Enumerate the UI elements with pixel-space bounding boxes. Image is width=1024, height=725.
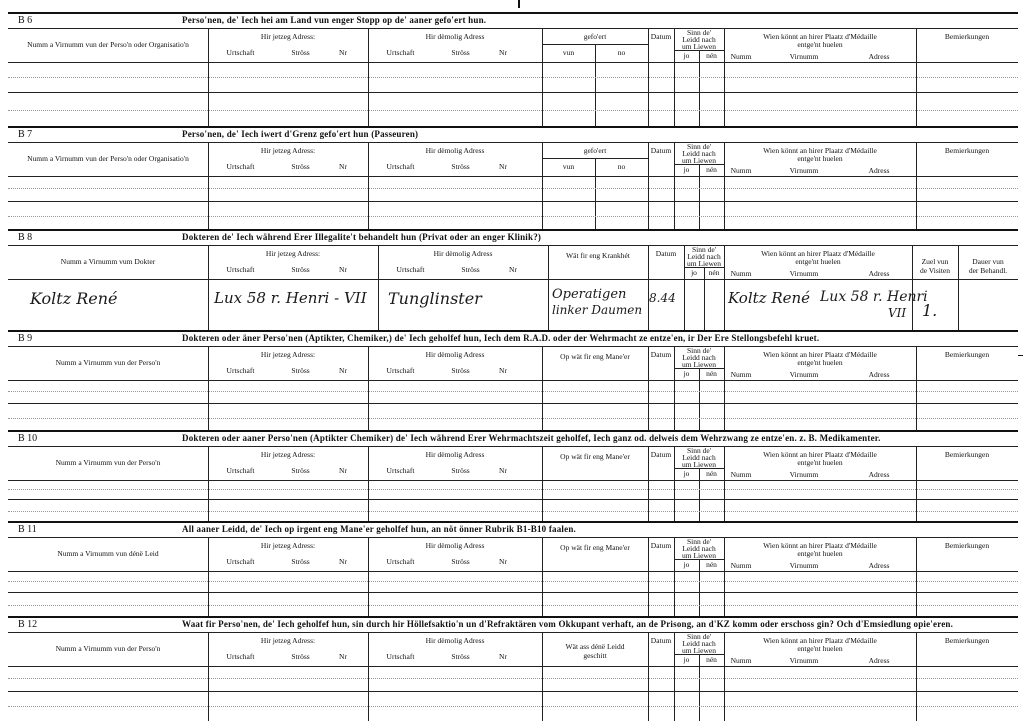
- alive-header-line1: Sinn de': [686, 446, 712, 455]
- side-registration-mark: [1018, 355, 1023, 356]
- handwritten-illness-line1: Operatigen: [552, 287, 627, 302]
- section-b6: [8, 12, 1018, 128]
- column-divider: [699, 559, 700, 618]
- date-header: Datum: [655, 249, 677, 258]
- dotted-guide: [8, 418, 1018, 419]
- alive-header-line3: um Liewen: [682, 460, 716, 469]
- medal-firstname-header: Virnumm: [789, 166, 819, 175]
- street-header: Ströss: [291, 48, 310, 57]
- fate-header-line2: geschitt: [583, 651, 607, 660]
- no-header: nén: [706, 469, 717, 478]
- medal-name-header: Numm: [730, 656, 752, 665]
- medal-address-header: Adress: [868, 52, 890, 61]
- handwritten-doctor-name: Koltz René: [30, 289, 118, 308]
- current-address-header: Hir jetzeg Adress:: [260, 146, 316, 155]
- number-header: Nr: [339, 466, 347, 475]
- locality-header: Urtschaft: [386, 466, 415, 475]
- medal-header-line1: Wien könnt an hirer Plaatz d'Médaille: [763, 32, 877, 41]
- locality-header: Urtschaft: [226, 652, 255, 661]
- column-divider: [648, 245, 649, 332]
- medal-name-header: Numm: [730, 470, 752, 479]
- header-bottom-rule: [8, 571, 1018, 572]
- body-row-rule: [8, 499, 1018, 500]
- medal-address-header: Adress: [868, 470, 890, 479]
- number-header: Nr: [339, 557, 347, 566]
- column-divider: [368, 142, 369, 231]
- section-header: [8, 432, 1018, 446]
- section-code: B 10: [18, 433, 38, 444]
- section-title: Dokteren oder aaner Perso'nen (Aptikter Chemiker) de' Iech während Erer Wehrmachtszeit geholfef, Iech ganz od. delweis dem Wehrzwang ze entze'en. z. B. Medikamenter.: [182, 433, 881, 443]
- former-address-header: Hir dèmolig Adress: [425, 146, 485, 155]
- header-bottom-rule: [8, 62, 1018, 63]
- alive-header-line1: Sinn de': [686, 142, 712, 151]
- column-divider: [595, 44, 596, 128]
- former-address-header: Hir dèmolig Adress: [425, 541, 485, 550]
- alive-header-line3: um Liewen: [682, 646, 716, 655]
- section-b12: [8, 616, 1018, 721]
- section-title: Perso'nen, de' Iech iwert d'Grenz gefo'ert hun (Passeuren): [182, 129, 419, 139]
- number-header: Nr: [509, 265, 517, 274]
- medal-address-header: Adress: [868, 370, 890, 379]
- column-divider: [704, 267, 705, 332]
- header-top-rule: [8, 632, 1018, 633]
- sub-header-rule: [674, 654, 724, 655]
- column-divider: [916, 632, 917, 721]
- section-code: B 12: [18, 619, 38, 630]
- medal-firstname-header: Virnumm: [789, 470, 819, 479]
- dotted-guide: [8, 581, 1018, 582]
- street-header: Ströss: [451, 466, 470, 475]
- no-header: nén: [706, 655, 717, 664]
- current-address-header: Hir jetzeg Adress:: [260, 541, 316, 550]
- body-row-rule: [8, 92, 1018, 93]
- number-header: Nr: [499, 48, 507, 57]
- medal-header-line1: Wien könnt an hirer Plaatz d'Médaille: [761, 249, 875, 258]
- former-address-header: Hir dèmolig Adress: [425, 636, 485, 645]
- alive-header-line3: um Liewen: [682, 551, 716, 560]
- yes-header: jo: [683, 655, 690, 664]
- medal-header-line1: Wien könnt an hirer Plaatz d'Médaille: [763, 636, 877, 645]
- date-header: Datum: [650, 146, 672, 155]
- handwritten-visits: 1.: [922, 301, 938, 320]
- handwritten-medal-address: Lux 58 r. Henri: [820, 289, 928, 305]
- dotted-guide: [8, 511, 1018, 512]
- dotted-guide: [8, 605, 1018, 606]
- no-header: nén: [706, 51, 717, 60]
- street-header: Ströss: [451, 48, 470, 57]
- section-code: B 11: [18, 524, 37, 535]
- section-header: [8, 332, 1018, 346]
- dotted-guide: [8, 110, 1018, 111]
- alive-header-line1: Sinn de': [686, 632, 712, 641]
- dotted-guide: [8, 706, 1018, 707]
- no-header: nén: [706, 369, 717, 378]
- medal-name-header: Numm: [730, 166, 752, 175]
- column-divider: [378, 245, 379, 332]
- header-top-rule: [8, 537, 1018, 538]
- section-header: [8, 618, 1018, 632]
- medal-header-line2: entge'nt huelen: [797, 549, 843, 558]
- medal-header-line1: Wien könnt an hirer Plaatz d'Médaille: [763, 450, 877, 459]
- manner-header: Op wät fir eng Mane'er: [560, 352, 630, 361]
- section-b11: [8, 521, 1018, 618]
- medal-address-header: Adress: [868, 561, 890, 570]
- medal-header-line1: Wien könnt an hirer Plaatz d'Médaille: [763, 146, 877, 155]
- no-header: nén: [706, 165, 717, 174]
- yes-header: jo: [683, 369, 690, 378]
- section-b9: [8, 330, 1018, 432]
- header-bottom-rule: [8, 480, 1018, 481]
- medal-address-header: Adress: [868, 166, 890, 175]
- header-top-rule: [8, 346, 1018, 347]
- former-address-header: Hir dèmolig Adress: [425, 450, 485, 459]
- column-divider: [208, 142, 209, 231]
- medal-header-line1: Wien könnt an hirer Plaatz d'Médaille: [763, 350, 877, 359]
- number-header: Nr: [499, 466, 507, 475]
- column-divider: [916, 28, 917, 128]
- yes-header: jo: [683, 51, 690, 60]
- column-divider: [208, 28, 209, 128]
- alive-header-line3: um Liewen: [687, 259, 721, 268]
- alive-header-line2: Leidd nach: [682, 453, 716, 462]
- dotted-guide: [8, 391, 1018, 392]
- medal-firstname-header: Virnumm: [789, 370, 819, 379]
- section-header: [8, 231, 1018, 245]
- visits-header-line2: de Visiten: [919, 266, 951, 275]
- sub-header-rule: [674, 50, 724, 51]
- body-row-rule: [8, 592, 1018, 593]
- name-column-header: Numm a Virnumm vun der Perso'n oder Organisatio'n: [27, 40, 189, 49]
- handwritten-former-address: Tunglinster: [388, 289, 482, 308]
- former-address-header: Hir dèmolig Adress: [425, 350, 485, 359]
- medal-header-line2: entge'nt huelen: [797, 458, 843, 467]
- number-header: Nr: [499, 557, 507, 566]
- from-header: vun: [562, 48, 575, 57]
- medal-firstname-header: Virnumm: [789, 656, 819, 665]
- locality-header: Urtschaft: [396, 265, 425, 274]
- yes-header: jo: [691, 268, 697, 277]
- column-divider: [208, 245, 209, 332]
- current-address-header: Hir jetzeg Adress:: [260, 32, 316, 41]
- alive-header-line1: Sinn de': [686, 28, 712, 37]
- handwritten-date: 8.44: [649, 291, 676, 305]
- column-divider: [542, 142, 543, 231]
- number-header: Nr: [499, 366, 507, 375]
- medal-address-header: Adress: [868, 269, 890, 278]
- alive-header-line2: Leidd nach: [682, 544, 716, 553]
- medal-name-header: Numm: [730, 269, 752, 278]
- locality-header: Urtschaft: [386, 366, 415, 375]
- section-title: Perso'nen, de' Iech hei am Land vun enger Stopp op de' aaner gefo'ert hun.: [182, 15, 487, 25]
- column-divider: [699, 468, 700, 523]
- current-address-header: Hir jetzeg Adress:: [260, 350, 316, 359]
- date-header: Datum: [650, 350, 672, 359]
- manner-header: Op wät fir eng Mane'er: [560, 543, 630, 552]
- column-divider: [368, 632, 369, 721]
- remarks-header: Bemierkungen: [944, 541, 990, 550]
- handwritten-medal-name: Koltz René: [728, 289, 811, 307]
- name-column-header: Numm a Virnumm vun der Perso'n: [55, 358, 161, 367]
- name-column-header: Numm a Virnumm vun der Perso'n: [55, 644, 161, 653]
- manner-header: Op wät fir eng Mane'er: [560, 452, 630, 461]
- number-header: Nr: [339, 48, 347, 57]
- date-header: Datum: [650, 541, 672, 550]
- section-code: B 7: [18, 129, 33, 140]
- alive-header-line2: Leidd nach: [682, 353, 716, 362]
- top-registration-mark: [518, 0, 520, 8]
- column-divider: [542, 28, 543, 128]
- name-column-header: Numm a Virnumm vun dénë Leid: [57, 549, 159, 558]
- dotted-guide: [8, 678, 1018, 679]
- street-header: Ströss: [451, 162, 470, 171]
- section-code: B 9: [18, 333, 33, 344]
- section-b7: [8, 126, 1018, 231]
- handwritten-current-address: Lux 58 r. Henri - VII: [214, 289, 367, 307]
- transported-header: gefo'ert: [583, 146, 607, 155]
- header-bottom-rule: [8, 666, 1018, 667]
- sub-header-rule: [674, 559, 724, 560]
- number-header: Nr: [339, 265, 347, 274]
- alive-header-line2: Leidd nach: [687, 252, 721, 261]
- section-header: [8, 523, 1018, 537]
- column-divider: [699, 164, 700, 231]
- medal-address-header: Adress: [868, 656, 890, 665]
- sub-header-rule: [542, 44, 648, 45]
- remarks-header: Bemierkungen: [944, 146, 990, 155]
- locality-header: Urtschaft: [386, 557, 415, 566]
- dotted-guide: [8, 489, 1018, 490]
- alive-header-line2: Leidd nach: [682, 149, 716, 158]
- street-header: Ströss: [461, 265, 480, 274]
- medal-firstname-header: Virnumm: [789, 52, 819, 61]
- body-row-rule: [8, 691, 1018, 692]
- locality-header: Urtschaft: [226, 557, 255, 566]
- street-header: Ströss: [451, 557, 470, 566]
- remarks-header: Bemierkungen: [944, 32, 990, 41]
- locality-header: Urtschaft: [386, 652, 415, 661]
- header-bottom-rule: [8, 176, 1018, 177]
- visits-header-line1: Zuel vun: [921, 257, 949, 266]
- header-bottom-rule: [8, 380, 1018, 381]
- street-header: Ströss: [291, 265, 310, 274]
- street-header: Ströss: [451, 366, 470, 375]
- medal-header-line2: entge'nt huelen: [797, 40, 843, 49]
- street-header: Ströss: [291, 466, 310, 475]
- locality-header: Urtschaft: [226, 265, 255, 274]
- number-header: Nr: [499, 162, 507, 171]
- duration-header-line1: Dauer vun: [972, 257, 1004, 266]
- former-address-header: Hir dèmolig Adress: [433, 249, 493, 258]
- header-top-rule: [8, 142, 1018, 143]
- header-top-rule: [8, 28, 1018, 29]
- medal-firstname-header: Virnumm: [789, 269, 819, 278]
- illness-header: Wät fir eng Krankhét: [566, 251, 630, 260]
- street-header: Ströss: [291, 557, 310, 566]
- column-divider: [208, 632, 209, 721]
- current-address-header: Hir jetzeg Adress:: [265, 249, 321, 258]
- remarks-header: Bemierkungen: [944, 450, 990, 459]
- column-divider: [699, 368, 700, 432]
- former-address-header: Hir dèmolig Adress: [425, 32, 485, 41]
- locality-header: Urtschaft: [386, 48, 415, 57]
- header-top-rule: [8, 446, 1018, 447]
- alive-header-line1: Sinn de': [686, 537, 712, 546]
- sub-header-rule: [674, 164, 724, 165]
- medal-name-header: Numm: [730, 52, 752, 61]
- dotted-guide: [8, 216, 1018, 217]
- column-divider: [368, 28, 369, 128]
- handwritten-illness-line2: linker Daumen: [552, 303, 643, 317]
- medal-firstname-header: Virnumm: [789, 561, 819, 570]
- transported-header: gefo'ert: [583, 32, 607, 41]
- current-address-header: Hir jetzeg Adress:: [260, 636, 316, 645]
- medal-header-line2: entge'nt huelen: [795, 257, 841, 266]
- alive-header-line2: Leidd nach: [682, 639, 716, 648]
- section-title: Dokteren de' Iech während Erer Illegalite't behandelt hun (Privat oder an enger Klinik?): [182, 232, 542, 242]
- alive-header-line1: Sinn de': [691, 245, 717, 254]
- locality-header: Urtschaft: [226, 466, 255, 475]
- header-bottom-rule: [8, 279, 1018, 280]
- locality-header: Urtschaft: [226, 48, 255, 57]
- number-header: Nr: [339, 366, 347, 375]
- sub-header-rule: [684, 267, 724, 268]
- to-header: no: [617, 162, 626, 171]
- sub-header-rule: [674, 368, 724, 369]
- column-divider: [648, 632, 649, 721]
- column-divider: [699, 654, 700, 721]
- locality-header: Urtschaft: [386, 162, 415, 171]
- alive-header-line1: Sinn de': [686, 346, 712, 355]
- date-header: Datum: [650, 32, 672, 41]
- current-address-header: Hir jetzeg Adress:: [260, 450, 316, 459]
- dotted-guide: [8, 188, 1018, 189]
- date-header: Datum: [650, 636, 672, 645]
- to-header: no: [617, 48, 626, 57]
- yes-header: jo: [683, 560, 690, 569]
- dotted-guide: [8, 77, 1018, 78]
- section-b8: [8, 229, 1018, 332]
- number-header: Nr: [339, 162, 347, 171]
- handwritten-medal-address-line2: VII: [888, 306, 907, 320]
- locality-header: Urtschaft: [226, 162, 255, 171]
- body-row-rule: [8, 403, 1018, 404]
- no-header: nén: [706, 560, 717, 569]
- alive-header-line3: um Liewen: [682, 360, 716, 369]
- medal-header-line2: entge'nt huelen: [797, 358, 843, 367]
- column-divider: [699, 50, 700, 128]
- locality-header: Urtschaft: [226, 366, 255, 375]
- street-header: Ströss: [291, 652, 310, 661]
- no-header: nén: [708, 268, 720, 277]
- column-divider: [648, 142, 649, 231]
- section-title: Dokteren oder äner Perso'nen (Aptikter, Chemiker,) de' Iech geholfef hun, Iech dem R.A.D. oder der Wehrmacht ze entze'en, ir Der Ere Stellongsbefehl kruet.: [182, 333, 820, 343]
- name-column-header: Numm a Virnumm vun der Perso'n oder Organisatio'n: [27, 154, 189, 163]
- section-code: B 6: [18, 15, 33, 26]
- medal-name-header: Numm: [730, 370, 752, 379]
- name-column-header: Numm a Virnumm vun der Perso'n: [55, 458, 161, 467]
- medal-header-line2: entge'nt huelen: [797, 644, 843, 653]
- fate-header-line1: Wät ass dénë Leidd: [565, 642, 625, 651]
- duration-header-line2: der Behandl.: [968, 266, 1008, 275]
- section-header: [8, 128, 1018, 142]
- yes-header: jo: [683, 165, 690, 174]
- sub-header-rule: [542, 158, 648, 159]
- section-title: Waat fir Perso'nen, de' Iech geholfef hun, sin durch hir Höllefsaktio'n un d'Refraktären vom Okkupant verhaft, an de Prisong, an d'KZ komm oder erschoss gin? Och d'Emsiedlung opie'eren.: [182, 619, 954, 629]
- header-top-rule: [8, 245, 1018, 246]
- yes-header: jo: [683, 469, 690, 478]
- medal-header-line1: Wien könnt an hirer Plaatz d'Médaille: [763, 541, 877, 550]
- street-header: Ströss: [451, 652, 470, 661]
- column-divider: [648, 28, 649, 128]
- remarks-header: Bemierkungen: [944, 636, 990, 645]
- number-header: Nr: [499, 652, 507, 661]
- section-header: [8, 14, 1018, 28]
- section-b10: [8, 430, 1018, 523]
- alive-header-line3: um Liewen: [682, 42, 716, 51]
- number-header: Nr: [339, 652, 347, 661]
- street-header: Ströss: [291, 366, 310, 375]
- column-divider: [916, 142, 917, 231]
- medal-header-line2: entge'nt huelen: [797, 154, 843, 163]
- alive-header-line2: Leidd nach: [682, 35, 716, 44]
- street-header: Ströss: [291, 162, 310, 171]
- medal-name-header: Numm: [730, 561, 752, 570]
- name-column-header: Numm a Virnumm vum Dokter: [60, 257, 156, 266]
- column-divider: [595, 158, 596, 231]
- body-row-rule: [8, 201, 1018, 202]
- alive-header-line3: um Liewen: [682, 156, 716, 165]
- date-header: Datum: [650, 450, 672, 459]
- section-title: All aaner Leidd, de' Iech op irgent eng Mane'er geholfef hun, an nöt önner Rubrik B1-B10 faalen.: [182, 524, 576, 534]
- remarks-header: Bemierkungen: [944, 350, 990, 359]
- sub-header-rule: [674, 468, 724, 469]
- from-header: vun: [562, 162, 575, 171]
- section-code: B 8: [18, 232, 33, 243]
